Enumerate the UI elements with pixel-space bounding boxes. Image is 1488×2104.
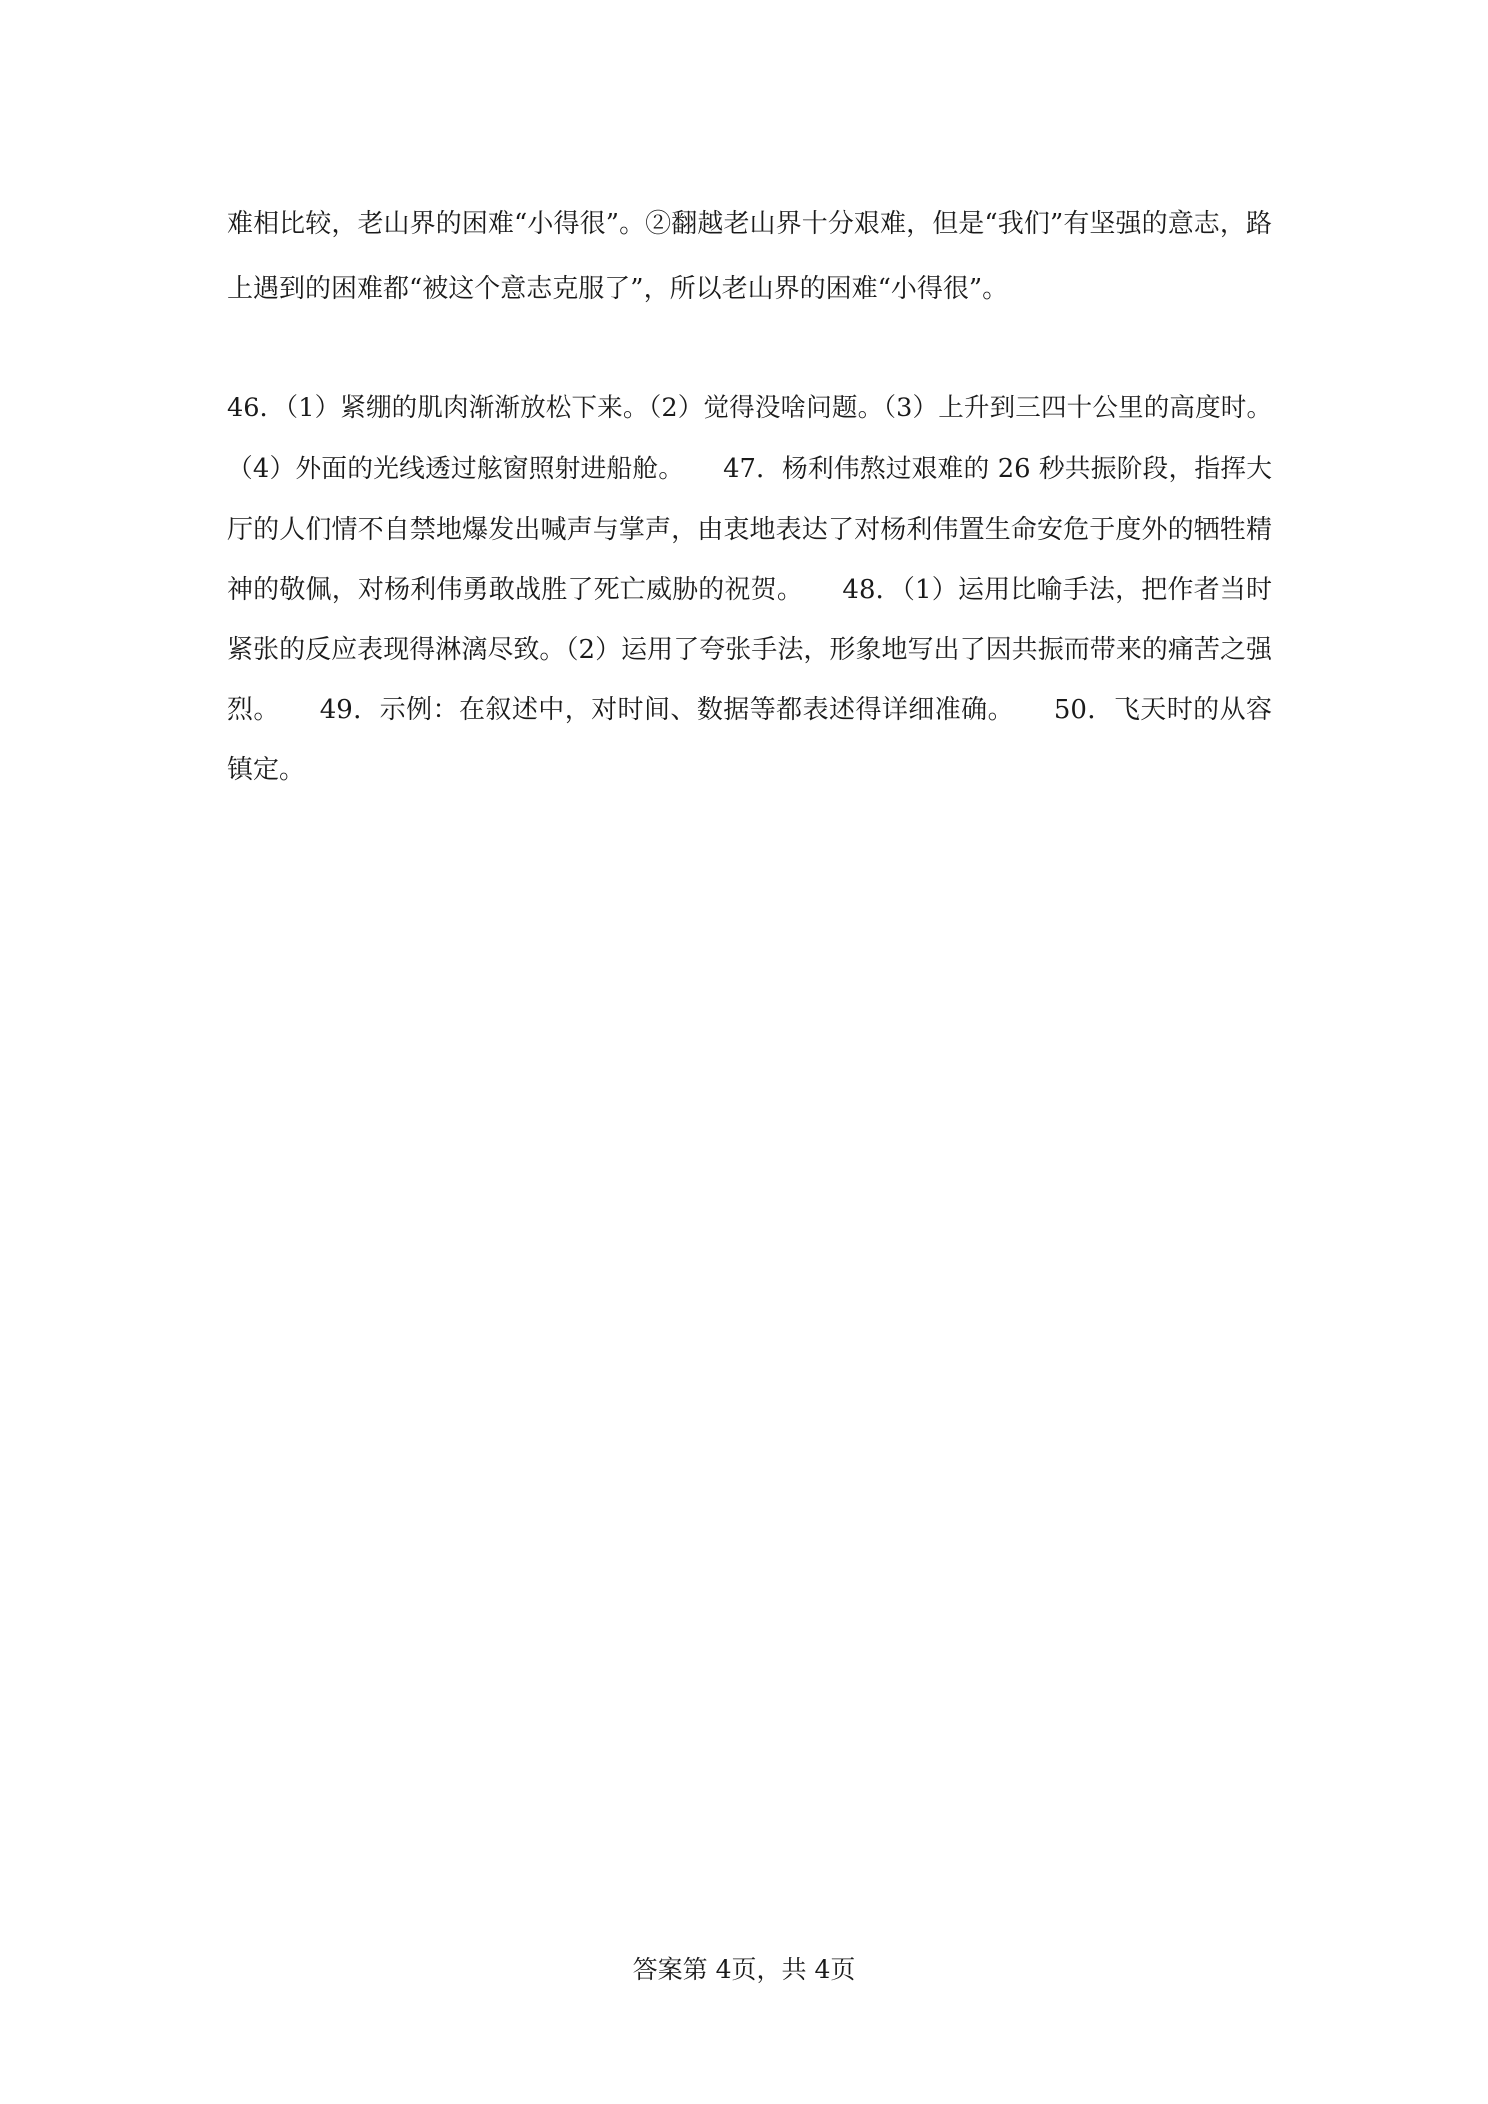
text-line: 神的敬佩，对杨利伟勇敢战胜了死亡威胁的祝贺。 48．（1）运用比喻手法，把作者当时 <box>227 575 1272 605</box>
text-line: 46．（1）紧绷的肌肉渐渐放松下来。（2）觉得没啥问题。（3）上升到三四十公里的高度时。 <box>227 393 1272 423</box>
text-line: 烈。 49．示例：在叙述中，对时间、数据等都表述得详细准确。 50．飞天时的从容 <box>227 695 1272 725</box>
page-footer: 答案第 4页，共 4页 <box>632 1955 856 1984</box>
text-line: （4）外面的光线透过舷窗照射进船舱。 47．杨利伟熬过艰难的 26 秒共振阶段，指挥大 <box>227 454 1272 484</box>
text-line: 镇定。 <box>227 755 306 785</box>
text-line: 厅的人们情不自禁地爆发出喊声与掌声，由衷地表达了对杨利伟置生命安危于度外的牺牲精 <box>227 515 1272 545</box>
text-line: 上遇到的困难都“被这个意志克服了”，所以老山界的困难“小得很”。 <box>227 274 1009 304</box>
text-line: 难相比较，老山界的困难“小得很”。②翻越老山界十分艰难，但是“我们”有坚强的意志，路 <box>227 209 1272 239</box>
text-line: 紧张的反应表现得淋漓尽致。（2）运用了夸张手法，形象地写出了因共振而带来的痛苦之强 <box>227 635 1272 665</box>
